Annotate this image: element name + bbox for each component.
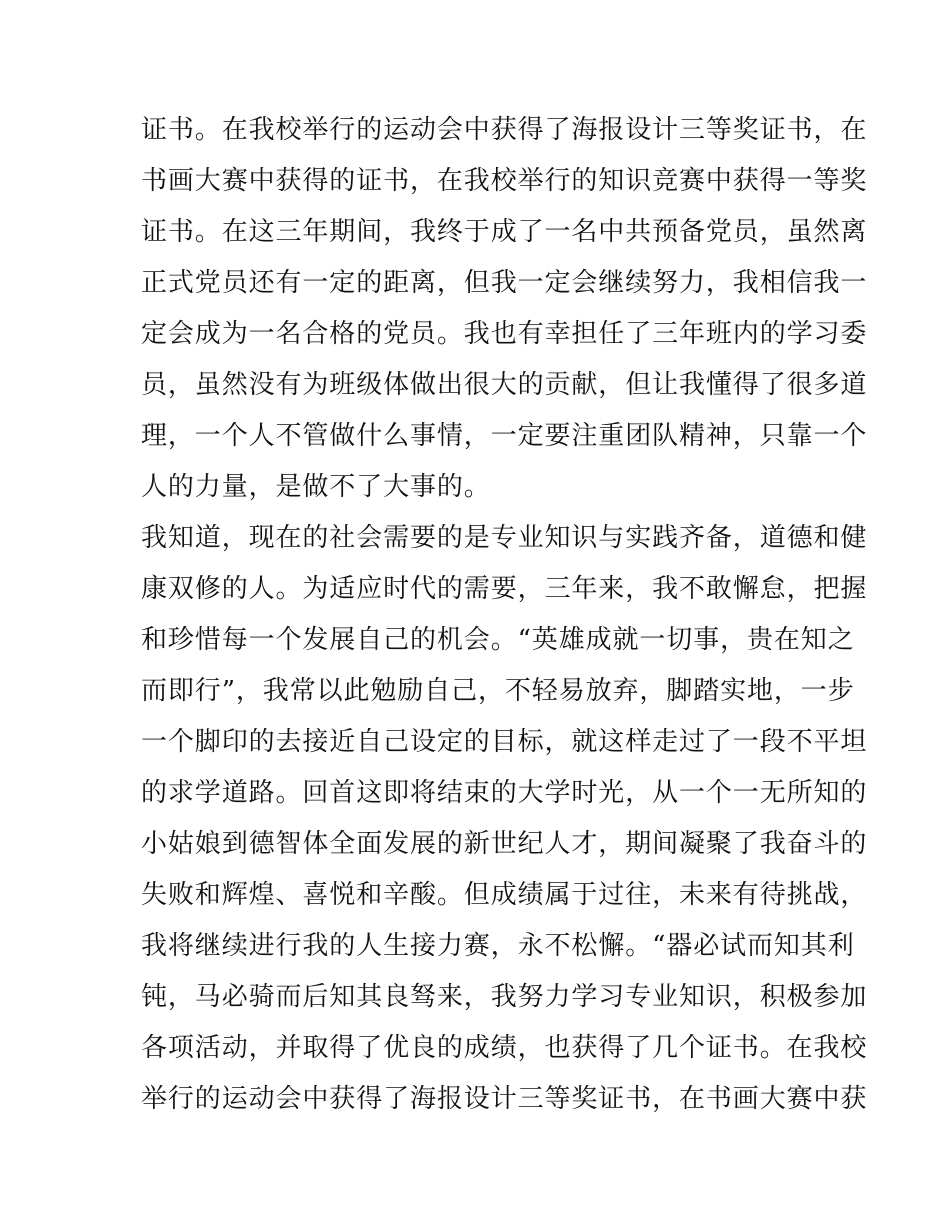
text-line: 我知道，现在的社会需要的是专业知识与实践齐备，道德和健	[141, 523, 868, 553]
text-line: 钝，马必骑而后知其良驽来，我努力学习专业知识，积极参加	[141, 982, 868, 1012]
body-text	[141, 108, 868, 1128]
text-line: 书画大赛中获得的证书，在我校举行的知识竞赛中获得一等奖	[141, 166, 868, 196]
text-line: 小姑娘到德智体全面发展的新世纪人才，期间凝聚了我奋斗的	[141, 829, 868, 859]
text-line: 员，虽然没有为班级体做出很大的贡献，但让我懂得了很多道	[141, 370, 868, 400]
text-line: 和珍惜每一个发展自己的机会。“英雄成就一切事，贵在知之	[141, 625, 855, 655]
text-line: 证书。在这三年期间，我终于成了一名中共预备党员，虽然离	[141, 217, 868, 247]
text-line: 举行的运动会中获得了海报设计三等奖证书，在书画大赛中获	[141, 1084, 868, 1114]
text-line: 我将继续进行我的人生接力赛，永不松懈。“器必试而知其利	[141, 931, 855, 961]
text-line: 正式党员还有一定的距离，但我一定会继续努力，我相信我一	[141, 268, 868, 298]
text-line: 而即行”，我常以此勉励自己，不轻易放弃，脚踏实地，一步	[141, 676, 855, 706]
text-line: 理，一个人不管做什么事情，一定要注重团队精神，只靠一个	[141, 421, 868, 451]
text-line: 一个脚印的去接近自己设定的目标，就这样走过了一段不平坦	[141, 727, 868, 757]
text-line: 定会成为一名合格的党员。我也有幸担任了三年班内的学习委	[141, 319, 868, 349]
text-line: 康双修的人。为适应时代的需要，三年来，我不敢懈怠，把握	[141, 574, 868, 604]
text-line: 的求学道路。回首这即将结束的大学时光，从一个一无所知的	[141, 778, 868, 808]
text-line: 各项活动，并取得了优良的成绩，也获得了几个证书。在我校	[141, 1033, 868, 1063]
text-line: 失败和辉煌、喜悦和辛酸。但成绩属于过往，未来有待挑战，	[141, 880, 868, 910]
text-line: 证书。在我校举行的运动会中获得了海报设计三等奖证书，在	[141, 115, 868, 145]
text-line: 人的力量，是做不了大事的。	[141, 472, 491, 502]
